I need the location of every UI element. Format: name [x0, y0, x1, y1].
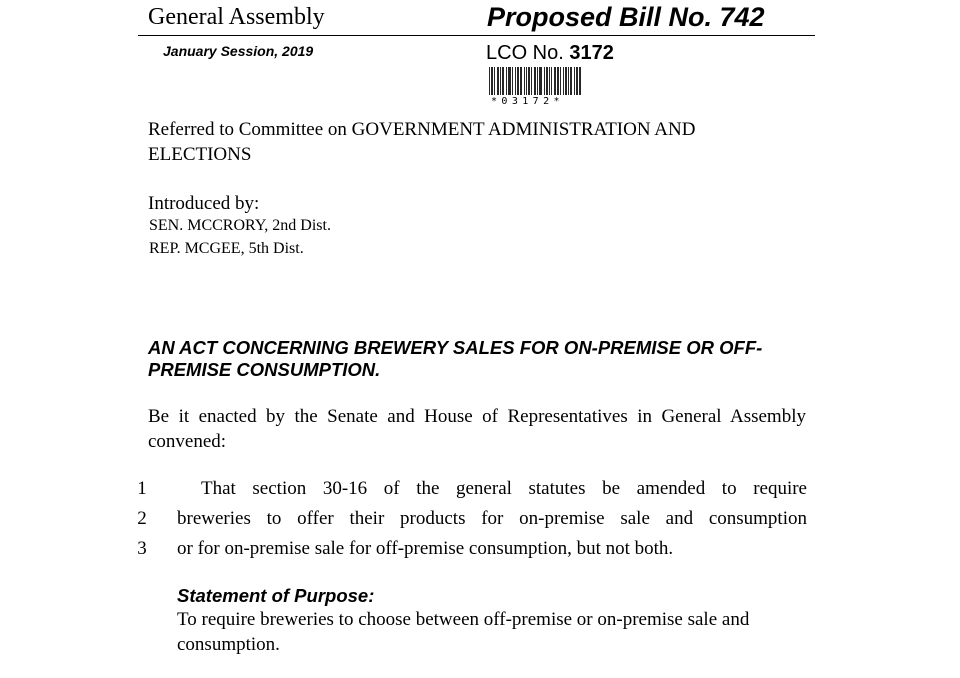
- assembly-label: General Assembly: [148, 4, 325, 30]
- bill-text: That section 30-16 of the general statutes be amended to require: [201, 478, 807, 499]
- line-number: 3: [137, 538, 147, 559]
- sponsor-item: REP. MCGEE, 5th Dist.: [149, 240, 304, 257]
- sponsor-item: SEN. MCCRORY, 2nd Dist.: [149, 217, 331, 234]
- barcode-text: *03172*: [491, 96, 564, 107]
- bill-number: Proposed Bill No. 742: [487, 2, 765, 32]
- committee-referral: Referred to Committee on GOVERNMENT ADMINISTRATION AND ELECTIONS: [148, 119, 696, 165]
- bill-text-line: breweries to offer their products for on-premise sale and consumption: [177, 508, 807, 529]
- session-label: January Session, 2019: [163, 43, 314, 59]
- introduced-by-label: Introduced by:: [148, 193, 260, 214]
- bill-text-line: [177, 478, 807, 500]
- lco-number: [486, 42, 614, 65]
- line-number: 1: [137, 478, 147, 499]
- line-number: 2: [137, 508, 147, 529]
- header-rule: [138, 35, 815, 36]
- statement-of-purpose-heading: Statement of Purpose:: [177, 585, 375, 606]
- lco-label: LCO No.: [486, 42, 564, 64]
- statement-of-purpose-text: To require breweries to choose between off-premise or on-premise sale and consumption.: [177, 609, 750, 655]
- lco-value: 3172: [569, 42, 614, 64]
- barcode-icon: [489, 67, 581, 95]
- bill-text-line: or for on-premise sale for off-premise consumption, but not both.: [177, 538, 674, 559]
- act-title: AN ACT CONCERNING BREWERY SALES FOR ON-PREMISE OR OFF-PREMISE CONSUMPTION.: [148, 337, 763, 380]
- enacting-clause: Be it enacted by the Senate and House of Representatives in General Assembly convened:: [148, 406, 806, 452]
